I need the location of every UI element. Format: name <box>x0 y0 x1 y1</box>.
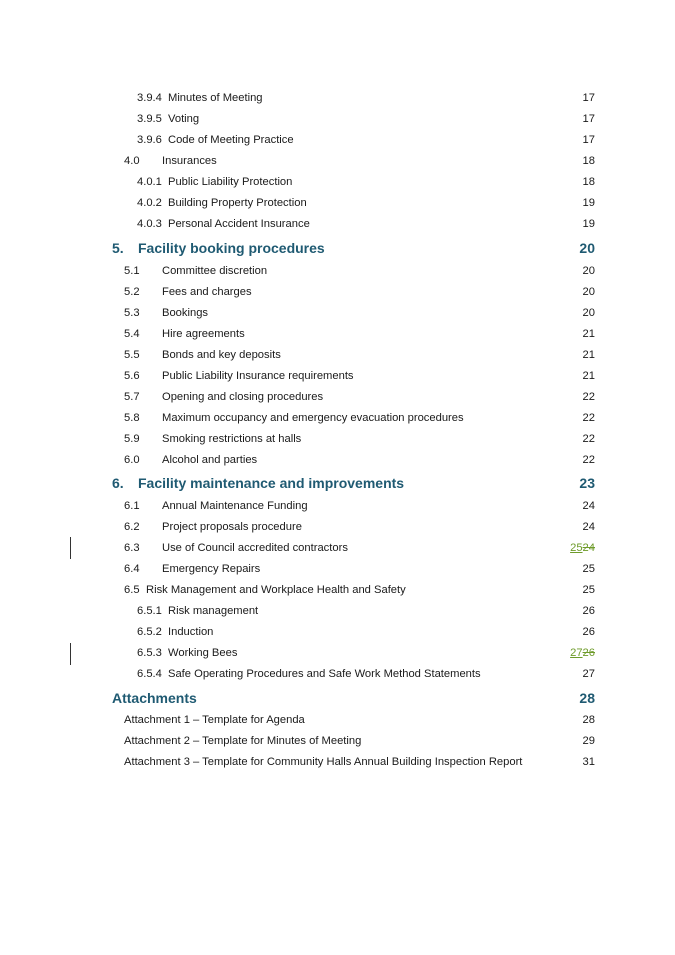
toc-entry <box>0 538 675 558</box>
deleted-page-number: 26 <box>582 647 595 659</box>
toc-number: 5.4 <box>124 328 140 340</box>
toc-heading-page-number: 23 <box>579 475 595 491</box>
toc-number: 6.3 <box>124 542 140 554</box>
toc-heading-title: Facility maintenance and improvements <box>138 475 405 491</box>
toc-title: Maximum occupancy and emergency evacuation procedures <box>162 412 464 424</box>
toc-page-number-tracked <box>570 538 595 558</box>
toc-page-number: 21 <box>582 328 595 340</box>
toc-entry <box>0 282 675 302</box>
toc-number: 6.5.2 <box>137 626 162 638</box>
toc-heading-page-number: 28 <box>579 690 595 706</box>
toc-heading-number: 5. <box>112 240 124 256</box>
inserted-page-number: 27 <box>570 647 583 659</box>
toc-page-number: 20 <box>582 307 595 319</box>
toc-number: 4.0.3 <box>137 218 162 230</box>
toc-title: Attachment 3 – Template for Community Halls Annual Building Inspection Report <box>124 756 523 768</box>
toc-number: 6.5.1 <box>137 605 162 617</box>
toc-page-number: 20 <box>582 265 595 277</box>
toc-page-number: 17 <box>582 134 595 146</box>
toc-number: 6.4 <box>124 563 140 575</box>
toc-number: 6.0 <box>124 454 140 466</box>
toc-number: 6.5.3 <box>137 647 162 659</box>
toc-page-number: 31 <box>582 756 595 768</box>
toc-page-number: 17 <box>582 113 595 125</box>
toc-number: 5.8 <box>124 412 140 424</box>
toc-entry <box>0 324 675 344</box>
toc-heading-entry <box>0 471 675 495</box>
toc-entry <box>0 710 675 730</box>
toc-page-number: 22 <box>582 412 595 424</box>
toc-number: 4.0 <box>124 155 140 167</box>
toc-title: Public Liability Protection <box>168 176 293 188</box>
toc-number: 5.9 <box>124 433 140 445</box>
toc-entry <box>0 408 675 428</box>
toc-title: Committee discretion <box>162 265 268 277</box>
toc-title: Minutes of Meeting <box>168 92 263 104</box>
toc-entry <box>0 387 675 407</box>
toc-entry <box>0 429 675 449</box>
toc-title: Fees and charges <box>162 286 252 298</box>
toc-page-number: 22 <box>582 391 595 403</box>
toc-page-number-tracked <box>570 643 595 663</box>
toc-title: Hire agreements <box>162 328 245 340</box>
toc-title: Insurances <box>162 155 217 167</box>
toc-title: Opening and closing procedures <box>162 391 324 403</box>
toc-entry <box>0 261 675 281</box>
toc-number: 4.0.2 <box>137 197 162 209</box>
toc-page-number: 21 <box>582 349 595 361</box>
toc-entry <box>0 731 675 751</box>
toc-title: Emergency Repairs <box>162 563 261 575</box>
toc-entry <box>0 172 675 192</box>
toc-number: 5.2 <box>124 286 140 298</box>
toc-number: 5.1 <box>124 265 140 277</box>
toc-number: 6.2 <box>124 521 140 533</box>
toc-number: 5.3 <box>124 307 140 319</box>
toc-entry <box>0 130 675 150</box>
toc-title: Smoking restrictions at halls <box>162 433 302 445</box>
toc-entry <box>0 88 675 108</box>
toc-number: 6.1 <box>124 500 140 512</box>
toc-entry <box>0 601 675 621</box>
toc-page-number: 26 <box>582 626 595 638</box>
toc-heading-entry <box>0 236 675 260</box>
toc-page-number: 29 <box>582 735 595 747</box>
toc-number: 3.9.5 <box>137 113 162 125</box>
toc-page-number: 19 <box>582 218 595 230</box>
toc-page-number: 19 <box>582 197 595 209</box>
toc-page-number: 28 <box>582 714 595 726</box>
toc-page-number: 21 <box>582 370 595 382</box>
inserted-page-number: 25 <box>570 542 583 554</box>
toc-number: 6.5 <box>124 584 140 596</box>
toc-number: 4.0.1 <box>137 176 162 188</box>
toc-page-number: 22 <box>582 433 595 445</box>
toc-entry <box>0 559 675 579</box>
toc-heading-title: Attachments <box>112 690 197 706</box>
toc-page-number: 18 <box>582 155 595 167</box>
toc-title: Project proposals procedure <box>162 521 302 533</box>
toc-title: Public Liability Insurance requirements <box>162 370 354 382</box>
toc-title: Alcohol and parties <box>162 454 258 466</box>
toc-number: 5.6 <box>124 370 140 382</box>
toc-title: Working Bees <box>168 647 238 659</box>
toc-entry <box>0 643 675 663</box>
toc-entry <box>0 214 675 234</box>
toc-title: Risk management <box>168 605 259 617</box>
toc-page-number: 24 <box>582 521 595 533</box>
toc-entry <box>0 580 675 600</box>
deleted-page-number: 24 <box>582 542 595 554</box>
toc-page-number: 22 <box>582 454 595 466</box>
toc-entry <box>0 151 675 171</box>
toc-entry <box>0 345 675 365</box>
toc-heading-title: Facility booking procedures <box>138 240 325 256</box>
toc-title: Attachment 2 – Template for Minutes of Meeting <box>124 735 362 747</box>
toc-title: Voting <box>168 113 200 125</box>
toc-page-number: 25 <box>582 584 595 596</box>
toc-page-number: 26 <box>582 605 595 617</box>
toc-title: Risk Management and Workplace Health and Safety <box>146 584 406 596</box>
toc-title: Safe Operating Procedures and Safe Work Method Statements <box>168 668 481 680</box>
toc-title: Use of Council accredited contractors <box>162 542 348 554</box>
toc-entry <box>0 622 675 642</box>
toc-page-number: 17 <box>582 92 595 104</box>
toc-title: Bookings <box>162 307 209 319</box>
toc-title: Personal Accident Insurance <box>168 218 310 230</box>
toc-number: 6.5.4 <box>137 668 162 680</box>
toc-title: Attachment 1 – Template for Agenda <box>124 714 305 726</box>
toc-number: 5.7 <box>124 391 140 403</box>
toc-entry <box>0 303 675 323</box>
toc-number: 3.9.6 <box>137 134 162 146</box>
toc-heading-entry <box>0 686 675 710</box>
toc-number: 3.9.4 <box>137 92 162 104</box>
toc-number: 5.5 <box>124 349 140 361</box>
toc-title: Induction <box>168 626 214 638</box>
toc-title: Code of Meeting Practice <box>168 134 294 146</box>
toc-title: Annual Maintenance Funding <box>162 500 308 512</box>
toc-heading-page-number: 20 <box>579 240 595 256</box>
toc-page-number: 27 <box>582 668 595 680</box>
toc-title: Building Property Protection <box>168 197 307 209</box>
toc-title: Bonds and key deposits <box>162 349 281 361</box>
toc-entry <box>0 366 675 386</box>
toc-page-number: 25 <box>582 563 595 575</box>
toc-entry <box>0 752 675 772</box>
toc-entry <box>0 517 675 537</box>
toc-page-number: 24 <box>582 500 595 512</box>
toc-entry <box>0 496 675 516</box>
toc-page-number: 18 <box>582 176 595 188</box>
toc-entry <box>0 193 675 213</box>
toc-heading-number: 6. <box>112 475 124 491</box>
toc-entry <box>0 109 675 129</box>
toc-entry <box>0 450 675 470</box>
toc-entry <box>0 664 675 684</box>
toc-page-number: 20 <box>582 286 595 298</box>
